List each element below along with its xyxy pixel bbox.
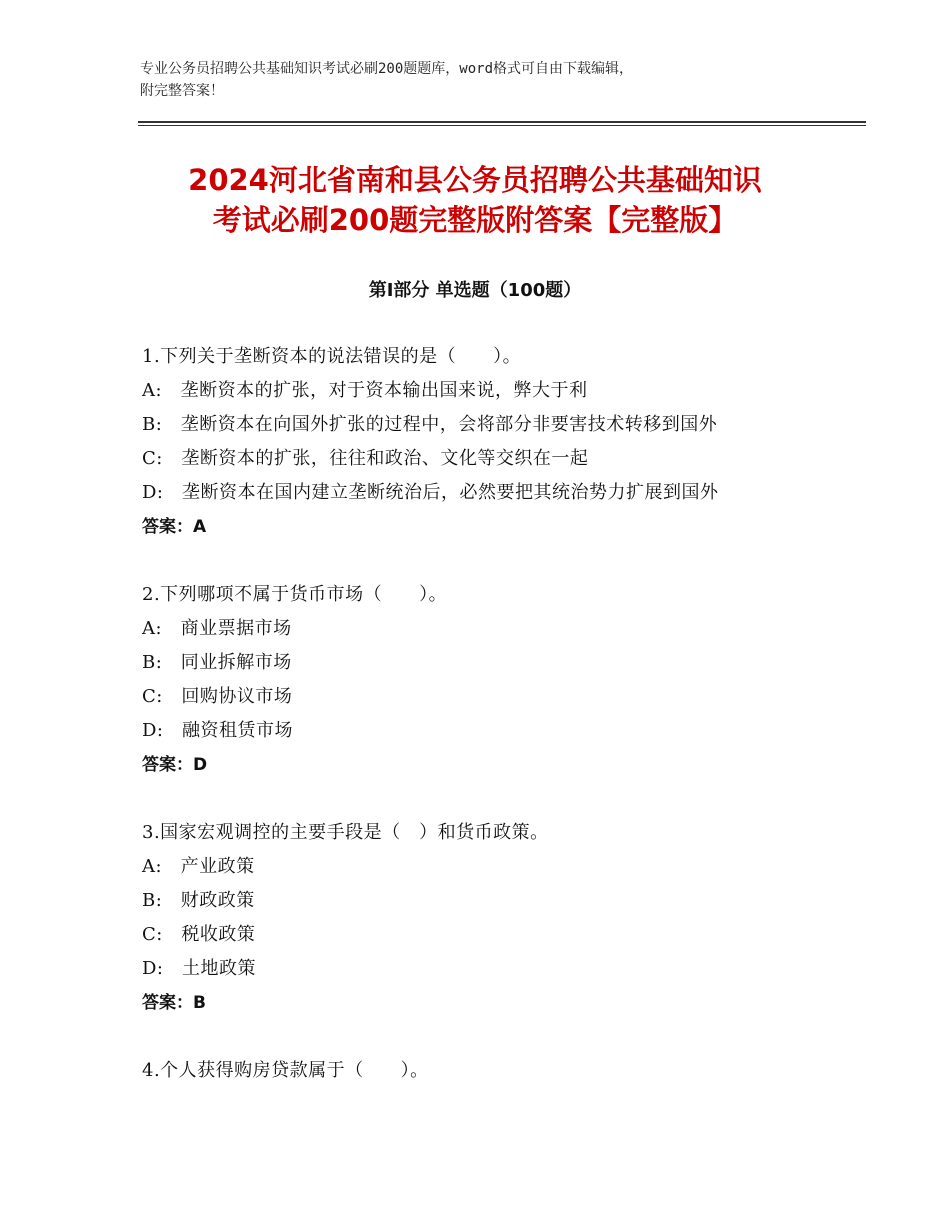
option-b: B: 财政政策 [142, 890, 255, 911]
answer-label: 答案：B [142, 993, 206, 1013]
section-heading: 第Ⅰ部分 单选题（100题） [368, 280, 582, 301]
question-1 [142, 340, 842, 544]
header-divider-thick [138, 121, 866, 123]
question-stem: 2.下列哪项不属于货币市场（ ）。 [142, 584, 448, 605]
option-a: A: 产业政策 [142, 856, 255, 877]
question-list [142, 340, 842, 1122]
question-stem: 1.下列关于垄断资本的说法错误的是（ ）。 [142, 346, 522, 367]
option-d: D: 融资租赁市场 [142, 720, 293, 741]
header-note-line-1: 专业公务员招聘公共基础知识考试必刷200题题库，word格式可自由下载编辑， [140, 61, 633, 77]
question-3 [142, 816, 842, 1020]
option-d: D: 土地政策 [142, 958, 256, 979]
question-4 [142, 1054, 842, 1088]
title-line-1: 2024河北省南和县公务员招聘公共基础知识 [188, 163, 762, 197]
option-c: C: 垄断资本的扩张，往往和政治、文化等交织在一起 [142, 448, 589, 469]
document-title [100, 160, 850, 240]
question-stem: 4.个人获得购房贷款属于（ ）。 [142, 1060, 429, 1081]
answer-label: 答案：A [142, 517, 207, 537]
header-divider-thin [138, 125, 866, 126]
header-note-line-2: 附完整答案！ [140, 83, 224, 99]
option-b: B: 垄断资本在向国外扩张的过程中，会将部分非要害技术转移到国外 [142, 414, 718, 435]
option-c: C: 税收政策 [142, 924, 256, 945]
title-line-2: 考试必刷200题完整版附答案【完整版】 [212, 203, 738, 237]
answer-label: 答案：D [142, 755, 208, 775]
option-d: D: 垄断资本在国内建立垄断统治后，必然要把其统治势力扩展到国外 [142, 482, 719, 503]
document-header-note [140, 58, 840, 102]
question-2 [142, 578, 842, 782]
option-b: B: 同业拆解市场 [142, 652, 292, 673]
question-stem: 3.国家宏观调控的主要手段是（ ）和货币政策。 [142, 822, 549, 843]
option-a: A: 垄断资本的扩张，对于资本输出国来说，弊大于利 [142, 380, 588, 401]
option-c: C: 回购协议市场 [142, 686, 293, 707]
option-a: A: 商业票据市场 [142, 618, 292, 639]
